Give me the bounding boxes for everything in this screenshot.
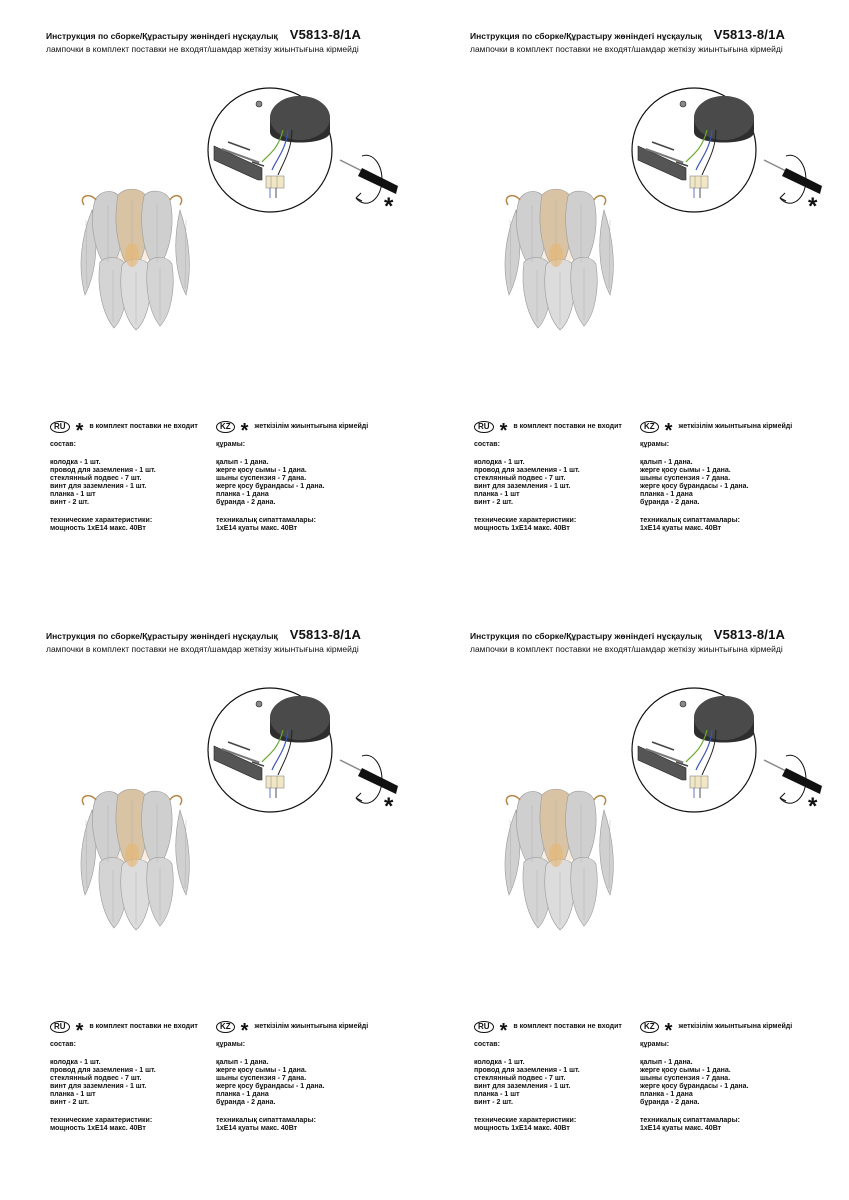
kz-item: жерге қосу сымы - 1 дана. — [216, 467, 307, 474]
instruction-panel-top-left — [0, 0, 424, 600]
ru-tech-value: мощность 1хЕ14 макс. 40Вт — [474, 525, 570, 532]
ru-item: винт - 2 шт. — [474, 1099, 513, 1106]
ru-tech-value: мощность 1хЕ14 макс. 40Вт — [50, 1125, 146, 1132]
ru-asterisk: * — [499, 1020, 508, 1042]
kz-tech-label: техникалық сипаттамалары: — [216, 1117, 316, 1124]
ru-section — [50, 1019, 210, 1133]
ru-tech-value: мощность 1хЕ14 макс. 40Вт — [50, 525, 146, 532]
instruction-title: Инструкция по сборке/Құрастыру жөніндегі нұсқаулық — [46, 31, 278, 41]
kz-item: планка - 1 дана — [640, 1091, 693, 1098]
kz-tech-value: 1хЕ14 қуаты макс. 40Вт — [216, 1125, 298, 1132]
ru-section — [474, 1019, 634, 1133]
kz-badge: KZ — [640, 1021, 659, 1033]
kz-asterisk: * — [240, 1020, 249, 1042]
kz-item: жерге қосу бұрандасы - 1 дана. — [640, 1083, 749, 1090]
kz-contents-list — [216, 1059, 396, 1107]
kz-contents-label: құрамы: — [216, 441, 246, 448]
kz-item: жерге қосу бұрандасы - 1 дана. — [640, 483, 749, 490]
assembly-illustration — [0, 600, 424, 1020]
diagram-asterisk: * — [384, 193, 394, 220]
kz-item: планка - 1 дана — [216, 491, 269, 498]
ru-item: стеклянный подвес - 7 шт. — [50, 475, 142, 482]
ru-section — [50, 419, 210, 533]
kz-asterisk: * — [664, 1020, 673, 1042]
assembly-illustration — [424, 0, 848, 420]
ru-item: планка - 1 шт — [50, 1091, 96, 1098]
kz-badge: KZ — [640, 421, 659, 433]
model-number: V5813-8/1A — [289, 627, 362, 642]
kz-item: жерге қосу сымы - 1 дана. — [216, 1067, 307, 1074]
kz-not-included-note: жеткізілім жиынтығына кірмейді — [678, 1023, 793, 1030]
kz-contents-label: құрамы: — [640, 1041, 670, 1048]
bulbs-note: лампочки в комплект поставки не входят/шамдар жеткізу жиынтығына кірмейді — [46, 44, 359, 54]
ru-item: винт для заземления - 1 шт. — [474, 1083, 571, 1090]
ru-tech-label: технические характеристики: — [474, 517, 577, 524]
kz-item: қалып - 1 дана. — [216, 1059, 269, 1066]
diagram-asterisk: * — [808, 193, 818, 220]
ru-contents-label: состав: — [474, 1041, 500, 1048]
mounting-detail — [208, 88, 332, 212]
ru-item: стеклянный подвес - 7 шт. — [50, 1075, 142, 1082]
kz-tech-value: 1хЕ14 қуаты макс. 40Вт — [640, 1125, 722, 1132]
ru-item: винт для заземления - 1 шт. — [50, 1083, 147, 1090]
ru-item: провод для заземления - 1 шт. — [474, 1067, 580, 1074]
ru-item: провод для заземления - 1 шт. — [50, 467, 156, 474]
instruction-panel-top-right — [424, 0, 848, 600]
ru-contents-list — [474, 1059, 634, 1107]
ru-not-included-note: в комплект поставки не входит — [89, 1023, 198, 1030]
ru-item: планка - 1 шт — [474, 1091, 520, 1098]
ru-section — [474, 419, 634, 533]
ru-item: стеклянный подвес - 7 шт. — [474, 1075, 566, 1082]
kz-section — [216, 419, 396, 533]
ru-item: провод для заземления - 1 шт. — [474, 467, 580, 474]
ru-item: винт для заземления - 1 шт. — [50, 483, 147, 490]
bulbs-note: лампочки в комплект поставки не входят/шамдар жеткізу жиынтығына кірмейді — [46, 644, 359, 654]
kz-section — [216, 1019, 396, 1133]
ru-tech-specs — [474, 517, 634, 533]
kz-not-included-note: жеткізілім жиынтығына кірмейді — [678, 423, 793, 430]
ru-badge: RU — [474, 421, 494, 433]
kz-tech-specs — [216, 1117, 396, 1133]
screwdriver-icon — [764, 760, 822, 794]
kz-contents-label: құрамы: — [640, 441, 670, 448]
assembly-illustration — [424, 600, 848, 1020]
kz-item: бұранда - 2 дана. — [216, 1099, 276, 1106]
ru-badge: RU — [474, 1021, 494, 1033]
lamp-illustration — [505, 789, 613, 930]
kz-item: қалып - 1 дана. — [640, 459, 693, 466]
kz-contents-list — [640, 1059, 820, 1107]
kz-item: шыны суспензия - 7 дана. — [216, 475, 307, 482]
diagram-asterisk: * — [384, 793, 394, 820]
kz-badge: KZ — [216, 1021, 235, 1033]
ru-item: планка - 1 шт — [474, 491, 520, 498]
ru-item: стеклянный подвес - 7 шт. — [474, 475, 566, 482]
ru-contents-list — [50, 1059, 210, 1107]
bulbs-note: лампочки в комплект поставки не входят/шамдар жеткізу жиынтығына кірмейді — [470, 44, 783, 54]
kz-tech-specs — [640, 1117, 820, 1133]
screwdriver-icon — [340, 760, 398, 794]
kz-tech-value: 1хЕ14 қуаты макс. 40Вт — [640, 525, 722, 532]
ru-asterisk: * — [75, 1020, 84, 1042]
kz-not-included-note: жеткізілім жиынтығына кірмейді — [254, 423, 369, 430]
kz-item: бұранда - 2 дана. — [216, 499, 276, 506]
kz-item: қалып - 1 дана. — [640, 1059, 693, 1066]
ru-item: винт - 2 шт. — [50, 1099, 89, 1106]
instruction-panel-bottom-right — [424, 600, 848, 1200]
ru-tech-specs — [50, 1117, 210, 1133]
instruction-title: Инструкция по сборке/Құрастыру жөніндегі нұсқаулық — [46, 631, 278, 641]
kz-not-included-note: жеткізілім жиынтығына кірмейді — [254, 1023, 369, 1030]
ru-tech-specs — [474, 1117, 634, 1133]
ru-tech-label: технические характеристики: — [50, 517, 153, 524]
screwdriver-icon — [340, 160, 398, 194]
mounting-detail — [632, 688, 756, 812]
kz-item: қалып - 1 дана. — [216, 459, 269, 466]
ru-item: колодка - 1 шт. — [50, 1059, 101, 1066]
ru-item: колодка - 1 шт. — [474, 1059, 525, 1066]
kz-contents-list — [216, 459, 396, 507]
ru-item: колодка - 1 шт. — [50, 459, 101, 466]
kz-contents-list — [640, 459, 820, 507]
ru-item: винт для заземления - 1 шт. — [474, 483, 571, 490]
kz-item: бұранда - 2 дана. — [640, 499, 700, 506]
ru-contents-label: состав: — [50, 1041, 76, 1048]
instruction-title: Инструкция по сборке/Құрастыру жөніндегі нұсқаулық — [470, 31, 702, 41]
instruction-panel-bottom-left — [0, 600, 424, 1200]
ru-tech-value: мощность 1хЕ14 макс. 40Вт — [474, 1125, 570, 1132]
kz-item: жерге қосу бұрандасы - 1 дана. — [216, 1083, 325, 1090]
kz-tech-label: техникалық сипаттамалары: — [640, 1117, 740, 1124]
ru-badge: RU — [50, 421, 70, 433]
mounting-detail — [208, 688, 332, 812]
kz-tech-label: техникалық сипаттамалары: — [216, 517, 316, 524]
bulbs-note: лампочки в комплект поставки не входят/шамдар жеткізу жиынтығына кірмейді — [470, 644, 783, 654]
ru-asterisk: * — [75, 420, 84, 442]
ru-not-included-note: в комплект поставки не входит — [89, 423, 198, 430]
kz-section — [640, 1019, 820, 1133]
ru-contents-label: состав: — [474, 441, 500, 448]
kz-asterisk: * — [240, 420, 249, 442]
kz-tech-specs — [216, 517, 396, 533]
kz-tech-specs — [640, 517, 820, 533]
ru-item: винт - 2 шт. — [50, 499, 89, 506]
assembly-illustration — [0, 0, 424, 420]
kz-item: жерге қосу сымы - 1 дана. — [640, 1067, 731, 1074]
ru-item: провод для заземления - 1 шт. — [50, 1067, 156, 1074]
ru-not-included-note: в комплект поставки не входит — [513, 423, 622, 430]
mounting-detail — [632, 88, 756, 212]
lamp-illustration — [81, 189, 189, 330]
lamp-illustration — [505, 189, 613, 330]
ru-tech-specs — [50, 517, 210, 533]
ru-not-included-note: в комплект поставки не входит — [513, 1023, 622, 1030]
kz-item: планка - 1 дана — [216, 1091, 269, 1098]
instruction-title: Инструкция по сборке/Құрастыру жөніндегі нұсқаулық — [470, 631, 702, 641]
ru-contents-label: состав: — [50, 441, 76, 448]
kz-item: шыны суспензия - 7 дана. — [216, 1075, 307, 1082]
model-number: V5813-8/1A — [289, 27, 362, 42]
kz-contents-label: құрамы: — [216, 1041, 246, 1048]
kz-item: жерге қосу сымы - 1 дана. — [640, 467, 731, 474]
ru-item: колодка - 1 шт. — [474, 459, 525, 466]
model-number: V5813-8/1A — [713, 27, 786, 42]
kz-tech-label: техникалық сипаттамалары: — [640, 517, 740, 524]
lamp-illustration — [81, 789, 189, 930]
ru-item: винт - 2 шт. — [474, 499, 513, 506]
ru-asterisk: * — [499, 420, 508, 442]
kz-tech-value: 1хЕ14 қуаты макс. 40Вт — [216, 525, 298, 532]
kz-asterisk: * — [664, 420, 673, 442]
diagram-asterisk: * — [808, 793, 818, 820]
ru-badge: RU — [50, 1021, 70, 1033]
screwdriver-icon — [764, 160, 822, 194]
ru-contents-list — [50, 459, 210, 507]
ru-contents-list — [474, 459, 634, 507]
ru-tech-label: технические характеристики: — [474, 1117, 577, 1124]
kz-item: жерге қосу бұрандасы - 1 дана. — [216, 483, 325, 490]
kz-item: планка - 1 дана — [640, 491, 693, 498]
kz-item: бұранда - 2 дана. — [640, 1099, 700, 1106]
model-number: V5813-8/1A — [713, 627, 786, 642]
kz-badge: KZ — [216, 421, 235, 433]
ru-item: планка - 1 шт — [50, 491, 96, 498]
kz-item: шыны суспензия - 7 дана. — [640, 1075, 731, 1082]
kz-item: шыны суспензия - 7 дана. — [640, 475, 731, 482]
kz-section — [640, 419, 820, 533]
ru-tech-label: технические характеристики: — [50, 1117, 153, 1124]
